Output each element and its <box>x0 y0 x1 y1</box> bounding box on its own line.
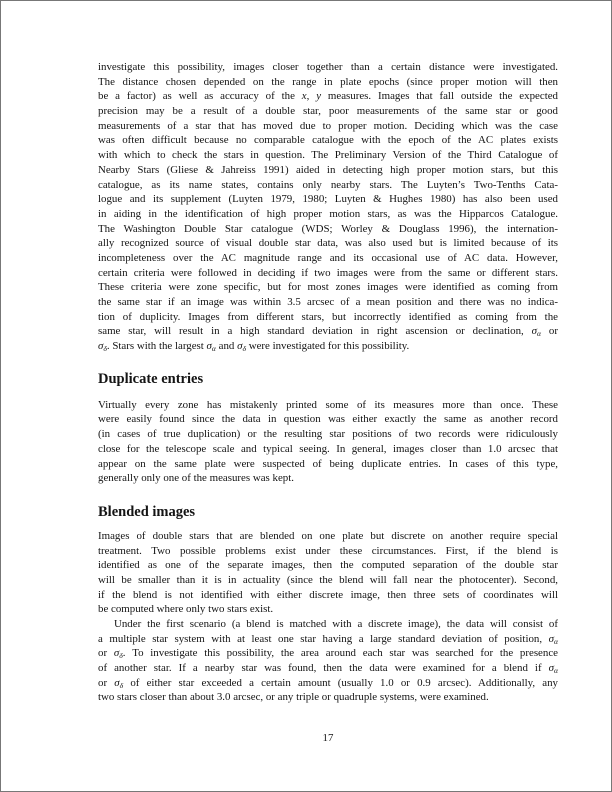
intro-paragraph: investigate this possibility, images closer together than a certain distance were investigated. The distance chosen depended on the range in plate epochs (since proper motion will then be a factor) as well as accuracy of the x, y measures. Images that fall outside the expected precision may be a result of a double star, poor measurements of the same star or good measurements of a star that has moved due to proper motion. Deciding which was the case was often difficult because no comparable catalogue with the epoch of the AC plates exists with which to check the stars in question. The Preliminary Version of the Third Catalogue of Nearby Stars (Gliese & Jahreiss 1991) aided in detecting high proper motion stars, but this catalogue, as its name states, contains only nearby stars. The Luyten’s Two-Tenths Cata- logue and its supplement (Luyten 1979, 1980; Luyten & Hughes 1980) has also been used in aiding in the identification of high proper motion stars, as was the Hipparcos Catalogue. The Washington Double Star catalogue (WDS; Worley & Douglass 1996), the internation- ally recognized source of visual double star data, was also used but is limited because of its incompleteness over the AC magnitude range and its occasional use of AC data. However, certain criteria were followed in deciding if two images were from the same or different stars. These criteria were zone specific, but for most zones images were identified as coming from the same star if an image was within 3.5 arcsec of a mean position and there was no indica- tion of duplicity. Images from different stars, but incorrectly identified as coming from the same star, will result in a high standard deviation in right ascension or declination, σα or σδ. Stars with the largest σα and σδ were investigated for this possibility. <box>98 61 558 354</box>
section-heading-duplicate-entries: Duplicate entries <box>98 370 204 387</box>
blended-images-paragraph-1: Images of double stars that are blended on one plate but discrete on another require special treatment. Two possible problems exist under these circumstances. First, if the blend is identified as one of the separate images, then the computed separation of the double star will be smaller than it is in actuality (since the blend will fall near the photocenter). Second, if the blend is not identified with either discrete image, then three sets of coordinates will be computed where only two stars exist. <box>98 529 558 616</box>
duplicate-entries-paragraph: Virtually every zone has mistakenly printed some of its measures more than once. These were easily found since the data in question was either exactly the same as another record (in cases of true duplication) or the resulting star positions of two records were ridiculously close for the telescope scale and typical seeing. In general, images closer than 1.0 arcsec that appear on the same plate were suspected of being duplicate entries. In cases of this type, generally only one of the measures was kept. <box>98 398 558 485</box>
blended-images-paragraph-2: Under the first scenario (a blend is matched with a discrete image), the data will consist of a multiple star system with at least one star having a large standard deviation of position, σα or σδ. To investigate this possibility, the area around each star was searched for the presence of another star. If a nearby star was found, then the data were examined for a blend if σα or σδ of either star exceeded a certain amount (usually 1.0 or 0.9 arcsec). Additionally, any two stars closer than about 3.0 arcsec, or any triple or quadruple systems, were examined. <box>98 618 558 704</box>
section-heading-blended-images: Blended images <box>98 503 196 520</box>
page-number: 17 <box>322 732 334 744</box>
text-column <box>98 60 558 705</box>
